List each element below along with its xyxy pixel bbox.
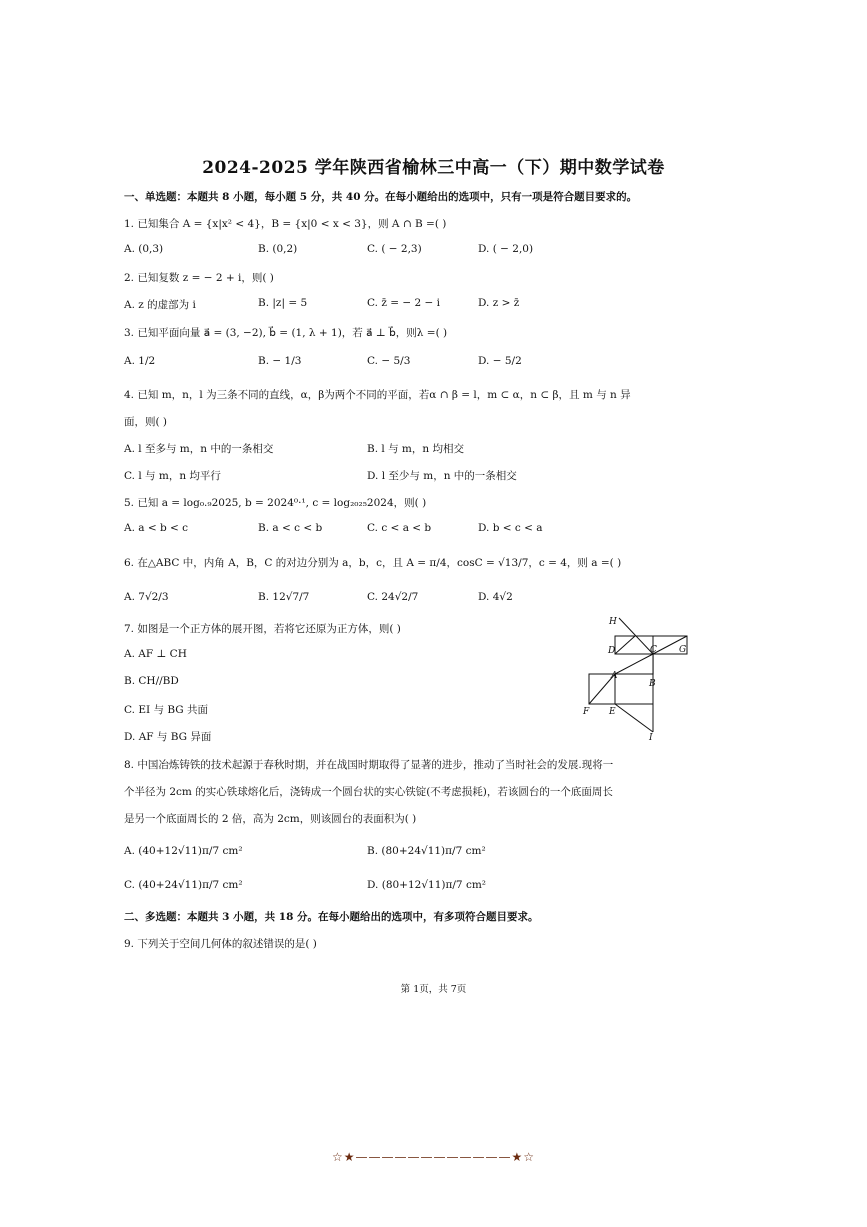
label-d: D [608,646,616,656]
question-4-option-b: B. l 与 m，n 均相交 [367,443,464,455]
question-3-option-d: D. − 5/2 [478,355,522,367]
question-4-option-c: C. l 与 m，n 均平行 [124,470,221,482]
section-heading-single-choice: 一、单选题：本题共 8 小题，每小题 5 分，共 40 分。在每小题给出的选项中，只有一项是符合题目要求的。 [124,191,638,203]
question-1-stem: 1. 已知集合 A = {x|x² < 4}，B = {x|0 < x < 3}，则 A ∩ B =( ) [124,218,447,230]
label-g: G [679,645,687,655]
label-c: C [650,645,657,655]
question-7-stem: 7. 如图是一个正方体的展开图，若将它还原为正方体，则( ) [124,623,401,635]
label-b: B [649,679,656,689]
question-9-stem: 9. 下列关于空间几何体的叙述错误的是( ) [124,938,317,950]
question-2-option-c: C. z̄ = − 2 − i [367,297,440,309]
question-2-option-d: D. z > z̄ [478,297,520,309]
question-8-option-b: B. (80+24√11)π/7 cm² [367,845,486,857]
label-i: I [649,733,653,742]
question-4-option-d: D. l 至少与 m，n 中的一条相交 [367,470,517,482]
question-6-option-a: A. 7√2/3 [124,591,169,603]
question-3-option-b: B. − 1/3 [258,355,302,367]
section-heading-multi-choice: 二、多选题：本题共 3 小题，共 18 分。在每小题给出的选项中，有多项符合题目要求。 [124,911,539,923]
question-4-stem-line2: 面，则( ) [124,416,168,428]
question-6-option-c: C. 24√2/7 [367,591,419,603]
question-5-option-b: B. a < c < b [258,522,323,534]
question-7-option-d: D. AF 与 BG 异面 [124,731,212,743]
label-h: H [609,617,617,627]
question-3-option-a: A. 1/2 [124,355,156,367]
question-8-line2: 个半径为 2cm 的实心铁球熔化后，浇铸成一个圆台状的实心铁锭(不考虑损耗)，若该圆台的一个底面周长 [124,786,613,798]
label-e: E [609,707,616,717]
question-1-option-a: A. (0,3) [124,243,164,255]
question-7-option-b: B. CH//BD [124,675,179,687]
question-1-option-b: B. (0,2) [258,243,298,255]
question-6-option-b: B. 12√7/7 [258,591,310,603]
question-4-stem-line1: 4. 已知 m，n，l 为三条不同的直线，α，β为两个不同的平面，若α ∩ β = l，m ⊂ α，n ⊂ β，且 m 与 n 异 [124,389,631,401]
question-6-stem: 6. 在△ABC 中，内角 A，B，C 的对边分别为 a，b，c，且 A = π/4，cosC = √13/7，c = 4，则 a =( ) [124,557,622,569]
page-title: 2024-2025 学年陕西省榆林三中高一（下）期中数学试卷 [202,158,665,178]
question-7-option-c: C. EI 与 BG 共面 [124,704,208,716]
label-f: F [583,707,590,717]
question-8-option-d: D. (80+12√11)π/7 cm² [367,879,486,891]
question-8-line3: 是另一个底面周长的 2 倍，高为 2cm，则该圆台的表面积为( ) [124,813,417,825]
question-2-stem: 2. 已知复数 z = − 2 + i，则( ) [124,272,274,284]
question-1-option-d: D. ( − 2,0) [478,243,534,255]
question-2-option-b: B. |z| = 5 [258,297,308,309]
question-8-option-a: A. (40+12√11)π/7 cm² [124,845,243,857]
decorative-star-divider: ☆★————————————★☆ [331,1150,536,1164]
question-4-option-a: A. l 至多与 m，n 中的一条相交 [124,443,274,455]
question-5-option-d: D. b < c < a [478,522,543,534]
question-7-option-a: A. AF ⊥ CH [124,648,187,660]
question-1-option-c: C. ( − 2,3) [367,243,422,255]
question-5-option-c: C. c < a < b [367,522,432,534]
question-6-option-d: D. 4√2 [478,591,513,603]
question-5-stem: 5. 已知 a = log₀.₉2025, b = 2024⁰·¹, c = log₂₀₂₅2024，则( ) [124,497,427,509]
question-3-stem: 3. 已知平面向量 a⃗ = (3, −2), b⃗ = (1, λ + 1)，若 a⃗ ⊥ b⃗，则λ =( ) [124,327,448,339]
question-3-option-c: C. − 5/3 [367,355,411,367]
question-8-line1: 8. 中国冶炼铸铁的技术起源于春秋时期，并在战国时期取得了显著的进步，推动了当时社会的发展.现将一 [124,759,614,771]
label-a: A [611,671,618,681]
cube-net-diagram [575,612,695,742]
page-footer: 第 1页，共 7页 [400,984,467,995]
question-2-option-a: A. z 的虚部为 i [124,299,196,311]
question-8-option-c: C. (40+24√11)π/7 cm² [124,879,243,891]
question-5-option-a: A. a < b < c [124,522,189,534]
